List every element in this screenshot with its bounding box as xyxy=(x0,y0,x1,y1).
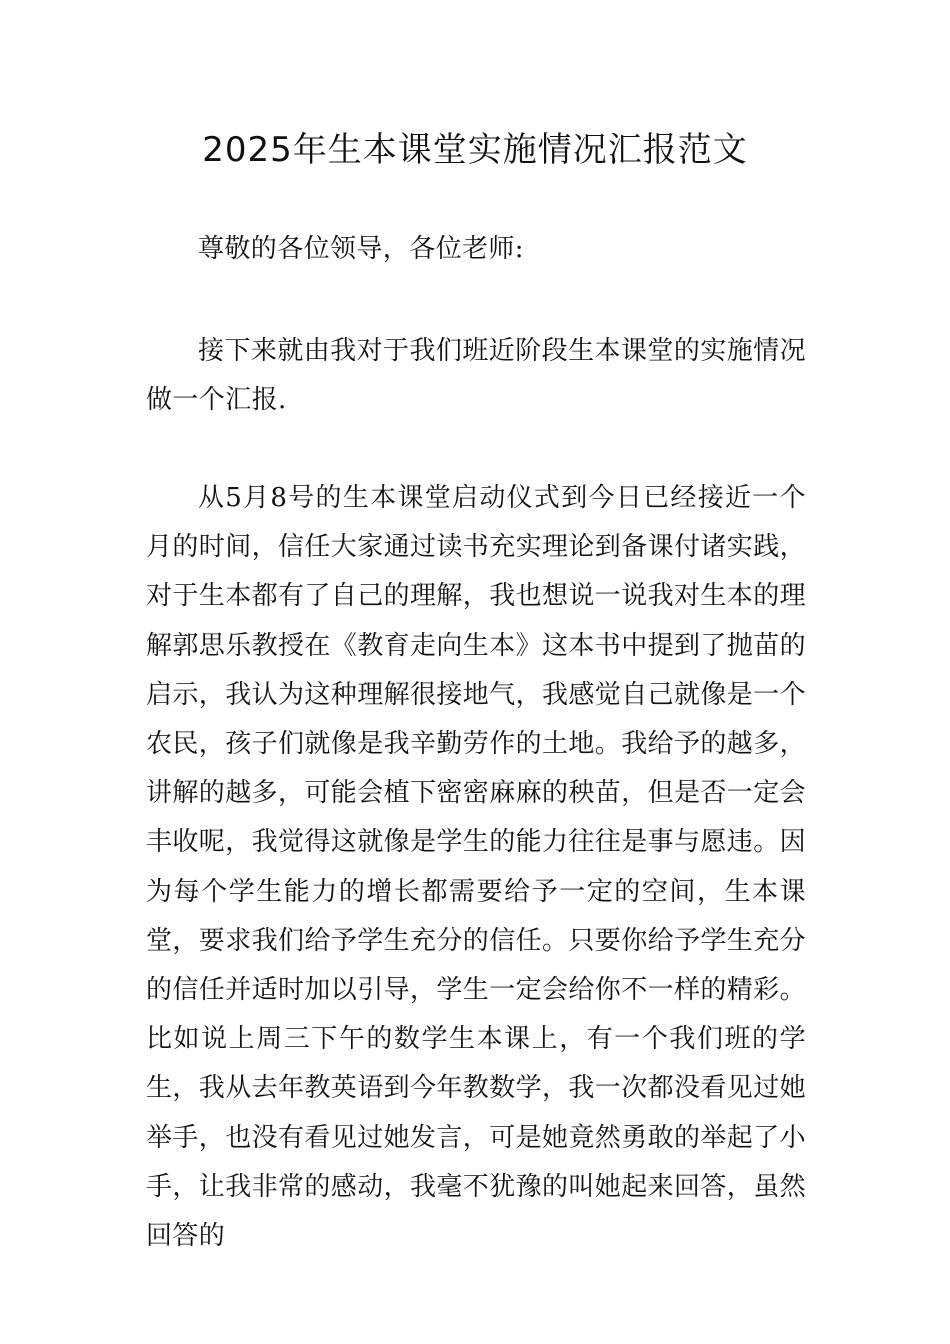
greeting-paragraph: 尊敬的各位领导，各位老师: xyxy=(198,234,524,264)
body-paragraph: 从5月8号的生本课堂启动仪式到今日已经接近一个月的时间，信任大家通过读书充实理论到备课付诸实践，对于生本都有了自己的理解，我也想说一说我对生本的理解郭思乐教授在《教育走向生本》这本书中提到了抛苗的启示，我认为这种理解很接地气，我感觉自己就像是一个农民，孩子们就像是我辛勤劳作的土地。我给予的越多，讲解的越多，可能会植下密密麻麻的秧苗，但是否一定会丰收呢，我觉得这就像是学生的能力往往是事与愿违。因为每个学生能力的增长都需要给予一定的空间，生本课堂，要求我们给予学生充分的信任。只要你给予学生充分的信任并适时加以引导，学生一定会给你不一样的精彩。比如说上周三下午的数学生本课上，有一个我们班的学生，我从去年教英语到今年教数学，我一次都没看见过她举手，也没有看见过她发言，可是她竟然勇敢的举起了小手，让我非常的感动，我毫不犹豫的叫她起来回答，虽然回答的 xyxy=(146,483,807,1252)
intro-paragraph: 接下来就由我对于我们班近阶段生本课堂的实施情况做一个汇报. xyxy=(146,336,806,416)
document-title: 2025年生本课堂实施情况汇报范文 xyxy=(202,130,748,170)
